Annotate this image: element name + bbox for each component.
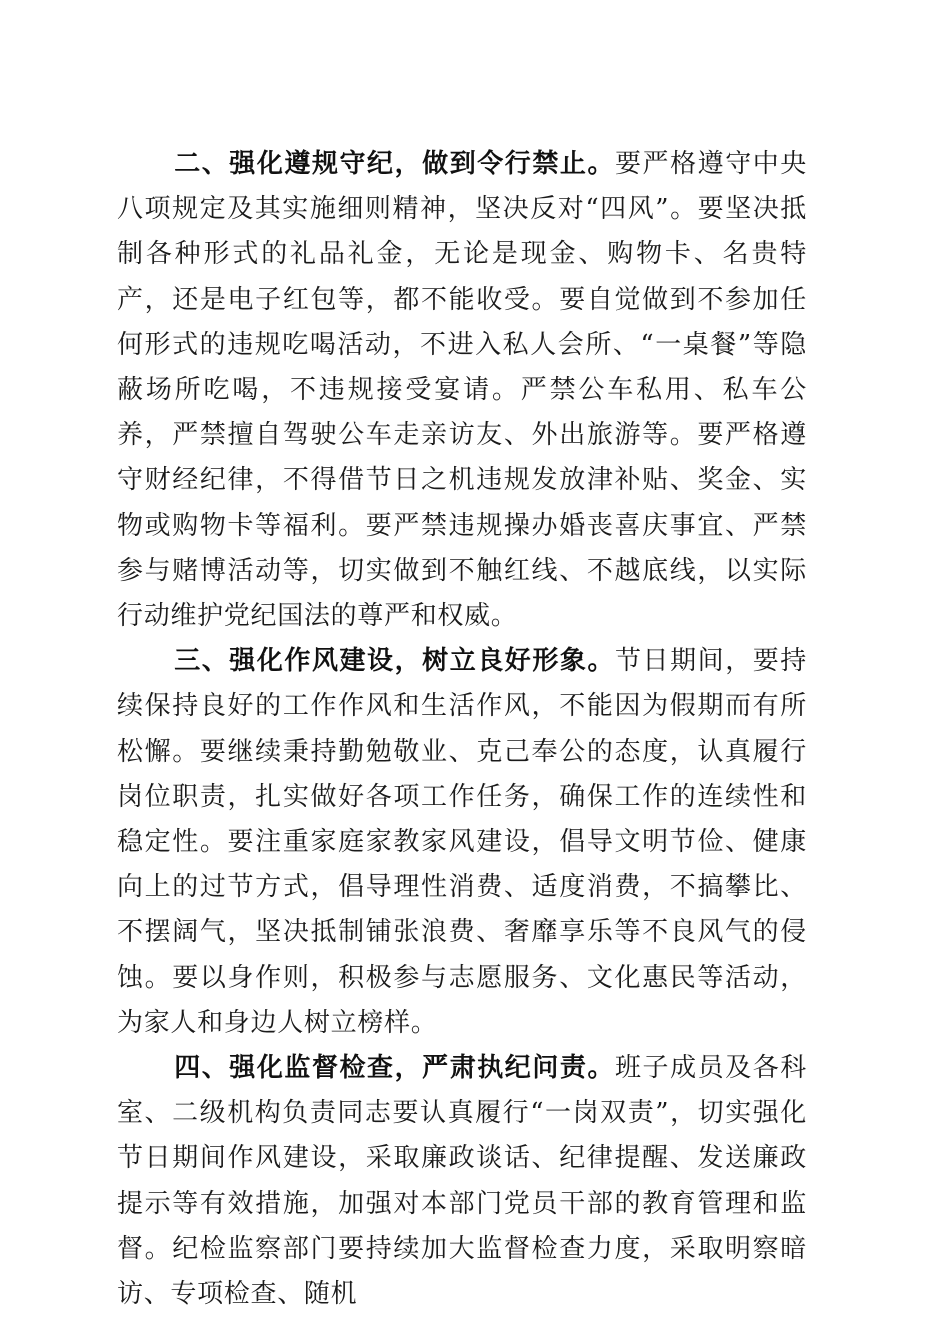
paragraph-discipline (117, 142, 807, 639)
paragraph-heading-supervision: 四、强化监督检查，严肃执纪问责。 (174, 1053, 615, 1084)
paragraph-heading-discipline: 二、强化遵规守纪，做到令行禁止。 (174, 149, 615, 179)
document-body (117, 142, 807, 1317)
paragraph-work-style (117, 639, 807, 1046)
paragraph-heading-work-style: 三、强化作风建设，树立良好形象。 (174, 646, 615, 677)
paragraph-text-supervision: 班子成员及各科室、二级机构负责同志要认真履行“一岗双责”，切实强化节日期间作风建设，采取廉政谈话、纪律提醒、发送廉政提示等有效措施，加强对本部门党员干部的教育管理和监督。纪检监察部门要持续加大监督检查力度，采取明察暗访、专项检查、随机 (117, 1053, 808, 1310)
paragraph-supervision (117, 1046, 807, 1317)
paragraph-text-work-style: 节日期间，要持续保持良好的工作作风和生活作风，不能因为假期而有所松懈。要继续秉持勤勉敬业、克己奉公的态度，认真履行岗位职责，扎实做好各项工作任务，确保工作的连续性和稳定性。要注重家庭家教家风建设，倡导文明节俭、健康向上的过节方式，倡导理性消费、适度消费，不搞攀比、不摆阔气，坚决抵制铺张浪费、奢靡享乐等不良风气的侵蚀。要以身作则，积极参与志愿服务、文化惠民等活动，为家人和身边人树立榜样。 (117, 646, 808, 1038)
paragraph-text-discipline: 要严格遵守中央八项规定及其实施细则精神，坚决反对“四风”。要坚决抵制各种形式的礼品礼金，无论是现金、购物卡、名贵特产，还是电子红包等，都不能收受。要自觉做到不参加任何形式的违规吃喝活动，不进入私人会所、“一桌餐”等隐蔽场所吃喝，不违规接受宴请。严禁公车私用、私车公养，严禁擅自驾驶公车走亲访友、外出旅游等。要严格遵守财经纪律，不得借节日之机违规发放津补贴、奖金、实物或购物卡等福利。要严禁违规操办婚丧喜庆事宜、严禁参与赌博活动等，切实做到不触红线、不越底线，以实际行动维护党纪国法的尊严和权威。 (117, 149, 808, 632)
